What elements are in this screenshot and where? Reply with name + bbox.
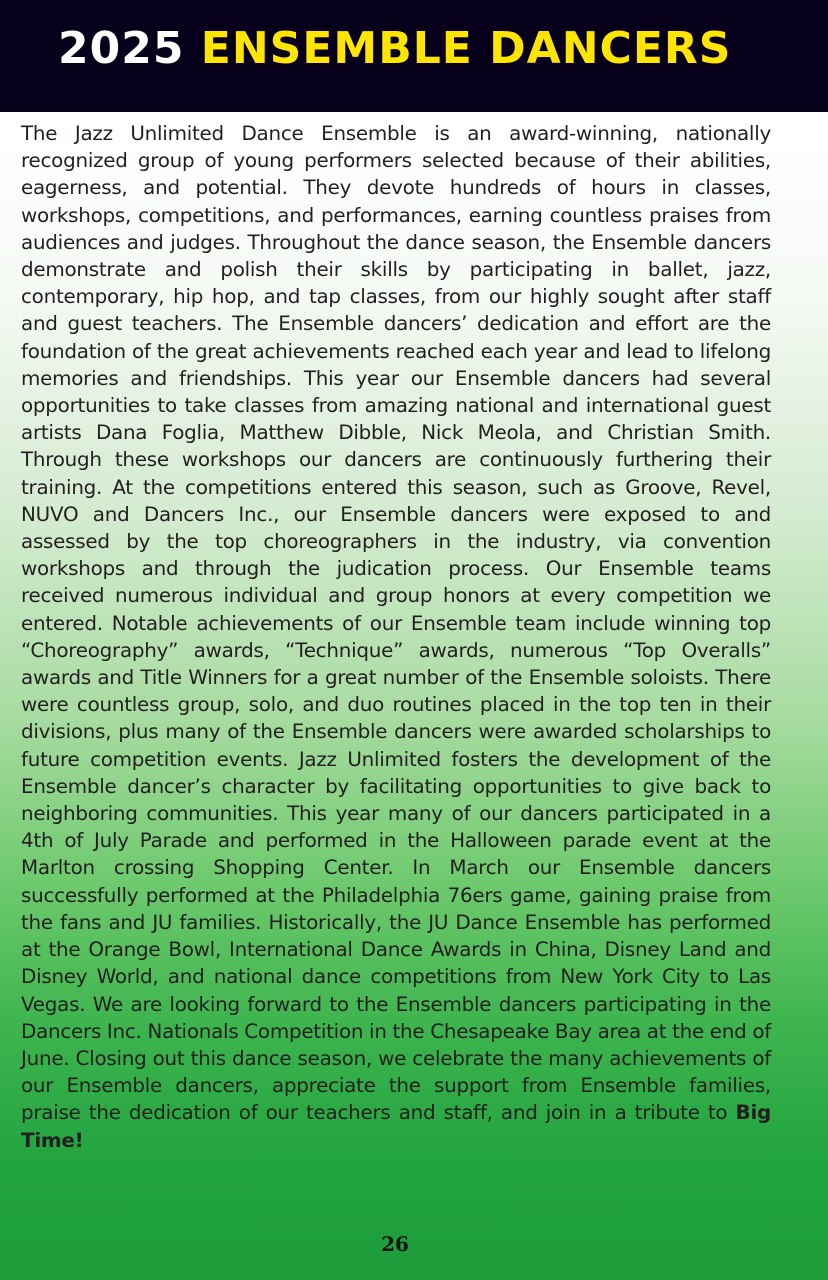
closing-emphasis: Big Time! [21, 1101, 771, 1152]
page-title [58, 22, 731, 76]
title-main: ENSEMBLE DANCERS [200, 23, 732, 74]
title-year: 2025 [58, 23, 185, 74]
page-header-banner [0, 0, 828, 112]
article-body-text: The Jazz Unlimited Dance Ensemble is an award-winning, nationally recognized group of young performers selected because of their abilities, eagerness, and potential. They devote hundreds of hours in classes, workshops, competitions, and performances, earning countless praises from audiences and judges. Throughout the dance season, the Ensemble dancers demonstrate and polish their skills by participating in ballet, jazz, contemporary, hip hop, and tap classes, from our highly sought after staff and guest teachers. The Ensemble dancers’ dedication and effort are the foundation of the great achievements reached each year and lead to lifelong memories and friendships. This year our Ensemble dancers had several opportunities to take classes from amazing national and international guest artists Dana Foglia, Matthew Dibble, Nick Meola, and Christian Smith. Through these workshops our dancers are continuously furthering their training. At the competitions entered this season, such as Groove, Revel, NUVO and Dancers Inc., our Ensemble dancers were exposed to and assessed by the top choreographers in the industry, via convention workshops and through the judication process. Our Ensemble teams received numerous individual and group honors at every competition we entered. Notable achievements of our Ensemble team include winning top “Choreography” awards, “Technique” awards, numerous “Top Overalls” awards and Title Winners for a great number of the Ensemble soloists. There were countless group, solo, and duo routines placed in the top ten in their divisions, plus many of the Ensemble dancers were awarded scholarships to future competition events. Jazz Unlimited fosters the development of the Ensemble dancer’s character by facilitating opportunities to give back to neighboring communities. This year many of our dancers participated in a 4th of July Parade and performed in the Halloween parade event at the Marlton crossing Shopping Center. In March our Ensemble dancers successfully performed at the Philadelphia 76ers game, gaining praise from the fans and JU families. Historically, the JU Dance Ensemble has performed at the Orange Bowl, International Dance Awards in China, Disney Land and Disney World, and national dance competitions from New York City to Las Vegas. We are looking forward to the Ensemble dancers participating in the Dancers Inc. Nationals Competition in the Chesapeake Bay area at the end of June. Closing out this dance season, we celebrate the many achievements of our Ensemble dancers, appreciate the support from Ensemble families, praise the dedication of our teachers and staff, and join in a tribute to [21, 122, 771, 1125]
page-number: 26 [381, 1232, 409, 1256]
article-body [21, 120, 771, 1154]
